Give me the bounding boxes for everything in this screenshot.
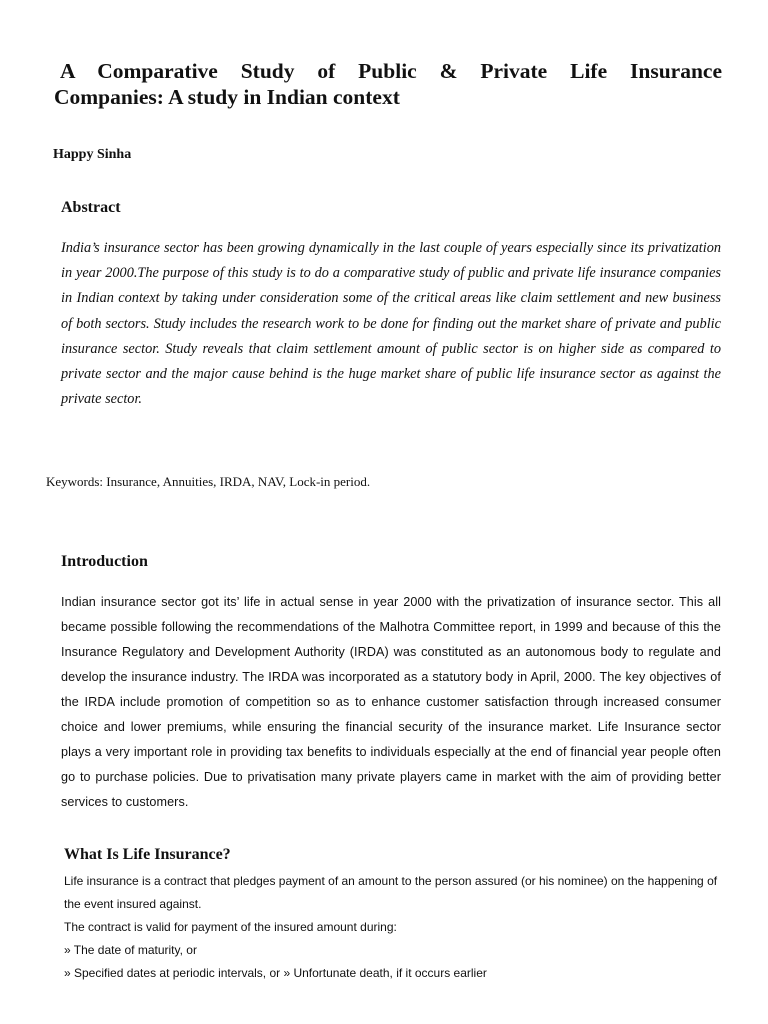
keywords: Keywords: Insurance, Annuities, IRDA, NAV, Lock-in period. <box>46 474 371 489</box>
introduction-heading: Introduction <box>61 553 148 570</box>
life-insurance-line: The contract is valid for payment of the insured amount during: <box>64 920 397 934</box>
life-insurance-line: » Specified dates at periodic intervals, or » Unfortunate death, if it occurs earlier <box>64 966 487 980</box>
title-line-1: A Comparative Study of Public & Private Life Insurance <box>60 59 722 83</box>
life-insurance-section <box>64 870 724 985</box>
life-insurance-line: Life insurance is a contract that pledges payment of an amount to the person assured (or his nominee) on the happening of the event insured against. <box>64 874 718 911</box>
introduction-text: Indian insurance sector got its’ life in actual sense in year 2000 with the privatization of insurance sector. This all became possible following the recommendations of the Malhotra Committee report, in 1999 and because of this the Insurance Regulatory and Development Authority (IRDA) was constituted as an autonomous body to regulate and develop the insurance industry. The IRDA was incorporated as a statutory body in April, 2000. The key objectives of the IRDA include promotion of competition so as to enhance customer satisfaction through increased consumer choice and lower premiums, while ensuring the financial security of the insurance market. Life Insurance sector plays a very important role in providing tax benefits to individuals especially at the end of financial year people often go to purchase policies. Due to privatisation many private players came in market with the aim of providing better services to customers. <box>61 595 721 809</box>
abstract-text: India’s insurance sector has been growing dynamically in the last couple of years especially since its privatization in year 2000.The purpose of this study is to do a comparative study of public and private life insurance companies in Indian context by taking under consideration some of the critical areas like claim settlement and new business of both sectors. Study includes the research work to be done for finding out the market share of private and public insurance sector. Study reveals that claim settlement amount of public sector is on higher side as compared to private sector and the major cause behind is the huge market share of public life insurance sector as against the private sector. <box>61 240 721 408</box>
paper-title <box>54 58 722 110</box>
abstract-heading: Abstract <box>61 199 121 216</box>
life-insurance-line: » The date of maturity, or <box>64 943 197 957</box>
title-line-2: Companies: A study in Indian context <box>54 85 400 109</box>
author-name: Happy Sinha <box>53 147 132 162</box>
life-insurance-heading: What Is Life Insurance? <box>64 846 231 863</box>
